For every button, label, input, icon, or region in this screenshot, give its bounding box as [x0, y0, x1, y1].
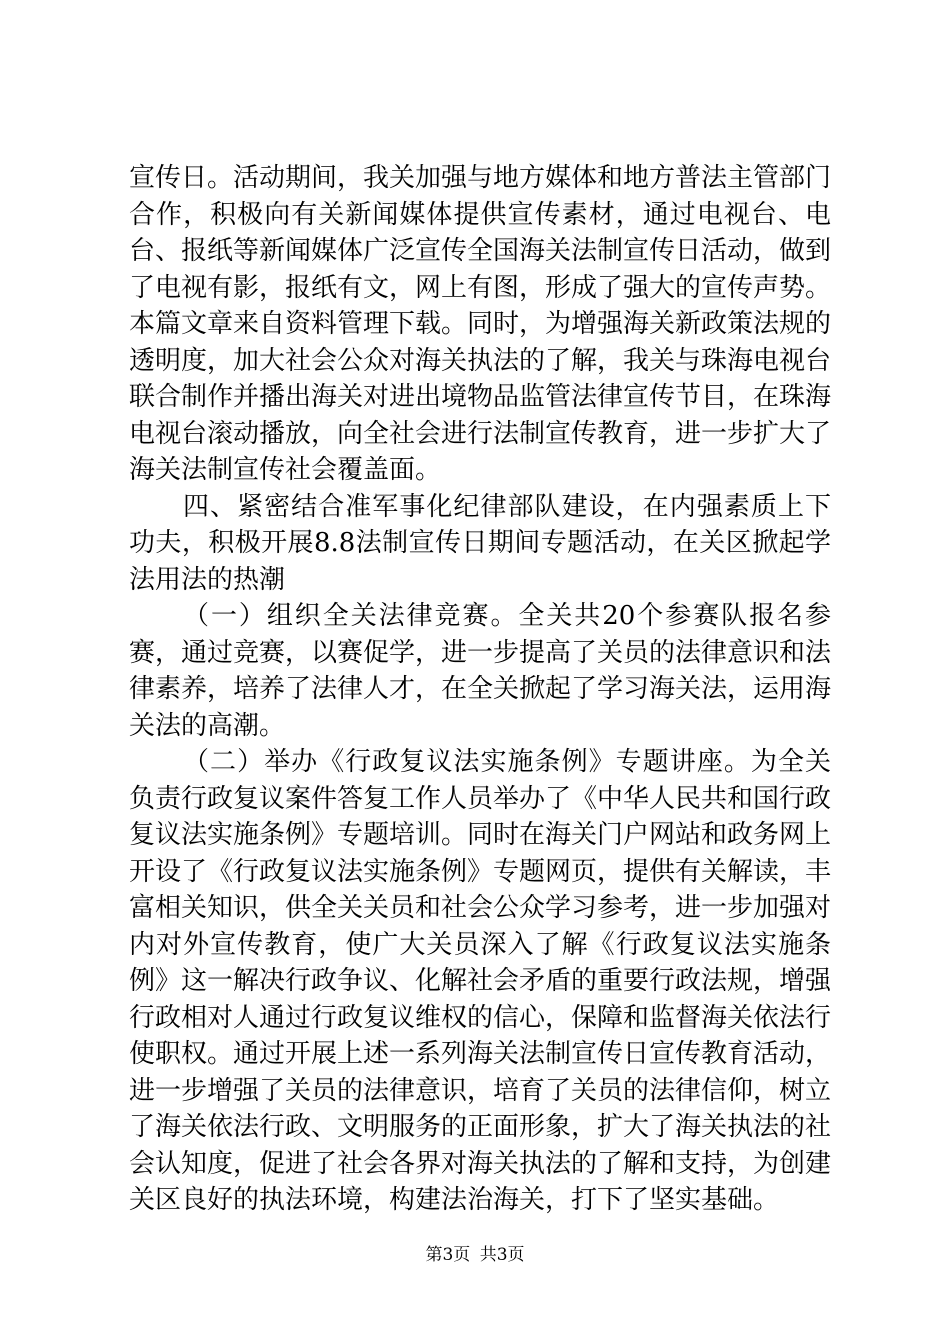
document-body: [129, 160, 831, 1219]
page-number: 第3页: [425, 1245, 471, 1265]
paragraph-continuation: 宣传日。活动期间，我关加强与地方媒体和地方普法主管部门合作，积极向有关新闻媒体提供宣传素材，通过电视台、电台、报纸等新闻媒体广泛宣传全国海关法制宣传日活动，做到了电视有影，报纸有文，网上有图，形成了强大的宣传声势。本篇文章来自资料管理下载。同时，为增强海关新政策法规的透明度，加大社会公众对海关执法的了解，我关与珠海电视台联合制作并播出海关对进出境物品监管法律宣传节目，在珠海电视台滚动播放，向全社会进行法制宣传教育，进一步扩大了海关法制宣传社会覆盖面。: [129, 163, 832, 485]
page-total: 共3页: [479, 1245, 525, 1265]
page-footer: [0, 1240, 950, 1265]
paragraph-section-four: 四、紧密结合准军事化纪律部队建设，在内强素质上下功夫，积极开展8.8法制宣传日期间专题活动，在关区掀起学法用法的热潮: [129, 491, 831, 595]
paragraph-item-two: （二）举办《行政复议法实施条例》专题讲座。为全关负责行政复议案件答复工作人员举办了《中华人民共和国行政复议法实施条例》专题培训。同时在海关门户网站和政务网上开设了《行政复议法实施条例》专题网页，提供有关解读，丰富相关知识，供全关关员和社会公众学习参考，进一步加强对内对外宣传教育，使广大关员深入了解《行政复议法实施条例》这一解决行政争议、化解社会矛盾的重要行政法规，增强行政相对人通过行政复议维权的信心，保障和监督海关依法行使职权。通过开展上述一系列海关法制宣传日宣传教育活动，进一步增强了关员的法律意识，培育了关员的法律信仰，树立了海关依法行政、文明服务的正面形象，扩大了海关执法的社会认知度，促进了社会各界对海关执法的了解和支持，为创建关区良好的执法环境，构建法治海关，打下了坚实基础。: [129, 747, 832, 1215]
paragraph-item-one: （一）组织全关法律竞赛。全关共20个参赛队报名参赛，通过竞赛，以赛促学，进一步提高了关员的法律意识和法律素养，培养了法律人才，在全关掀起了学习海关法，运用海关法的高潮。: [129, 601, 832, 741]
